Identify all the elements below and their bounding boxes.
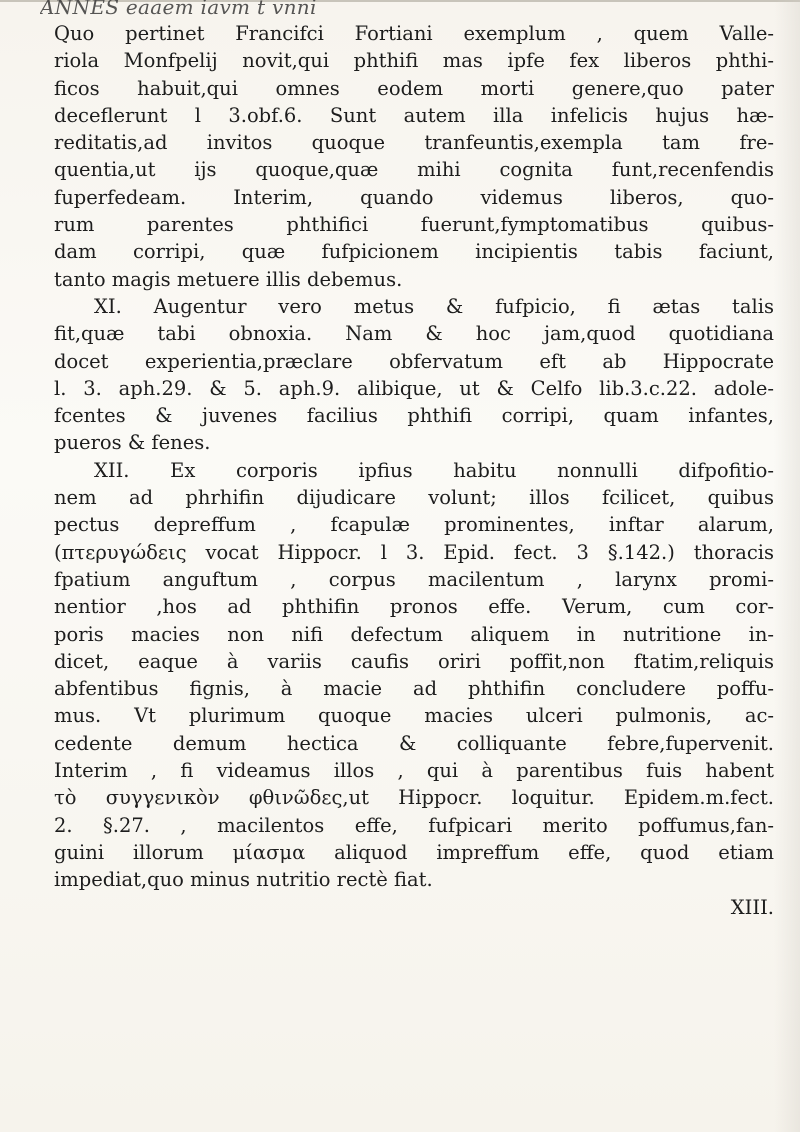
text-line: pectus depreffum , fcapulæ prominentes, inftar alarum,: [54, 513, 774, 537]
page-fold-shadow: [774, 0, 800, 1132]
paragraph-end-line: impediat,quo minus nutritio rectè fiat.: [54, 868, 433, 892]
text-line: fit,quæ tabi obnoxia. Nam & hoc jam,quod quotidiana: [54, 322, 774, 346]
text-line: rum parentes phthifici fuerunt,fymptomatibus quibus-: [54, 213, 774, 237]
section-heading-line: XI. Augentur vero metus & fufpicio, fi ætas talis: [94, 294, 774, 318]
text-line: τὸ συγγενικὸν φθινῶδες,ut Hippocr. loquitur. Epidem.m.fect.: [54, 786, 774, 810]
text-line: l. 3. aph.29. & 5. aph.9. alibique, ut & Celfo lib.3.c.22. adole-: [54, 376, 774, 400]
text-line: nentior ,hos ad phthifin pronos effe. Verum, cum cor-: [54, 595, 774, 619]
text-line: Interim , fi videamus illos , qui à parentibus fuis habent: [54, 759, 774, 783]
text-line: deceflerunt l 3.obf.6. Sunt autem illa infelicis hujus hæ-: [54, 103, 774, 127]
text-line: poris macies non nifi defectum aliquem in nutritione in-: [54, 622, 774, 646]
running-header-fragment: ANNES eaaem iavm t vnni: [40, 0, 317, 18]
text-line: (πτερυγώδεις vocat Hippocr. l 3. Epid. fect. 3 §.142.) thoracis: [54, 540, 774, 564]
text-line: fpatium anguftum , corpus macilentum , larynx promi-: [54, 567, 774, 591]
text-line: fuperfedeam. Interim, quando videmus liberos, quo-: [54, 185, 774, 209]
paragraph-end-line: pueros & fenes.: [54, 431, 211, 455]
text-line: mus. Vt plurimum quoque macies ulceri pulmonis, ac-: [54, 704, 774, 728]
text-line: guini illorum μίασμα aliquod impreffum effe, quod etiam: [54, 840, 774, 864]
text-line: cedente demum hectica & colliquante febre,fupervenit.: [54, 731, 774, 755]
text-line: nem ad phrhifin dijudicare volunt; illos fcilicet, quibus: [54, 486, 774, 510]
text-line: riola Monfpelij novit,qui phthifi mas ipfe fex liberos phthi-: [54, 49, 774, 73]
section-heading-line: XII. Ex corporis ipfius habitu nonnulli difpofitio-: [94, 458, 774, 482]
text-line: abfentibus fignis, à macie ad phthifin concludere poffu-: [54, 677, 774, 701]
text-line: ficos habuit,qui omnes eodem morti genere,quo pater: [54, 76, 774, 100]
text-line: reditatis,ad invitos quoque tranfeuntis,exempla tam fre-: [54, 131, 774, 155]
text-line: dicet, eaque à variis caufis oriri poffit,non ftatim,reliquis: [54, 649, 774, 673]
text-line: quentia,ut ijs quoque,quæ mihi cognita funt,recenfendis: [54, 158, 774, 182]
catchword: XIII.: [730, 895, 774, 919]
body-text: [54, 20, 774, 1040]
text-line: 2. §.27. , macilentos effe, fufpicari merito poffumus,fan-: [54, 813, 774, 837]
text-line: fcentes & juvenes facilius phthifi corripi, quam infantes,: [54, 404, 774, 428]
text-line: Quo pertinet Francifci Fortiani exemplum , quem Valle-: [54, 22, 774, 45]
text-line: docet experientia,præclare obfervatum eft ab Hippocrate: [54, 349, 774, 373]
paragraph-end-line: tanto magis metuere illis debemus.: [54, 267, 403, 291]
text-line: dam corripi, quæ fufpicionem incipientis tabis faciunt,: [54, 240, 774, 264]
